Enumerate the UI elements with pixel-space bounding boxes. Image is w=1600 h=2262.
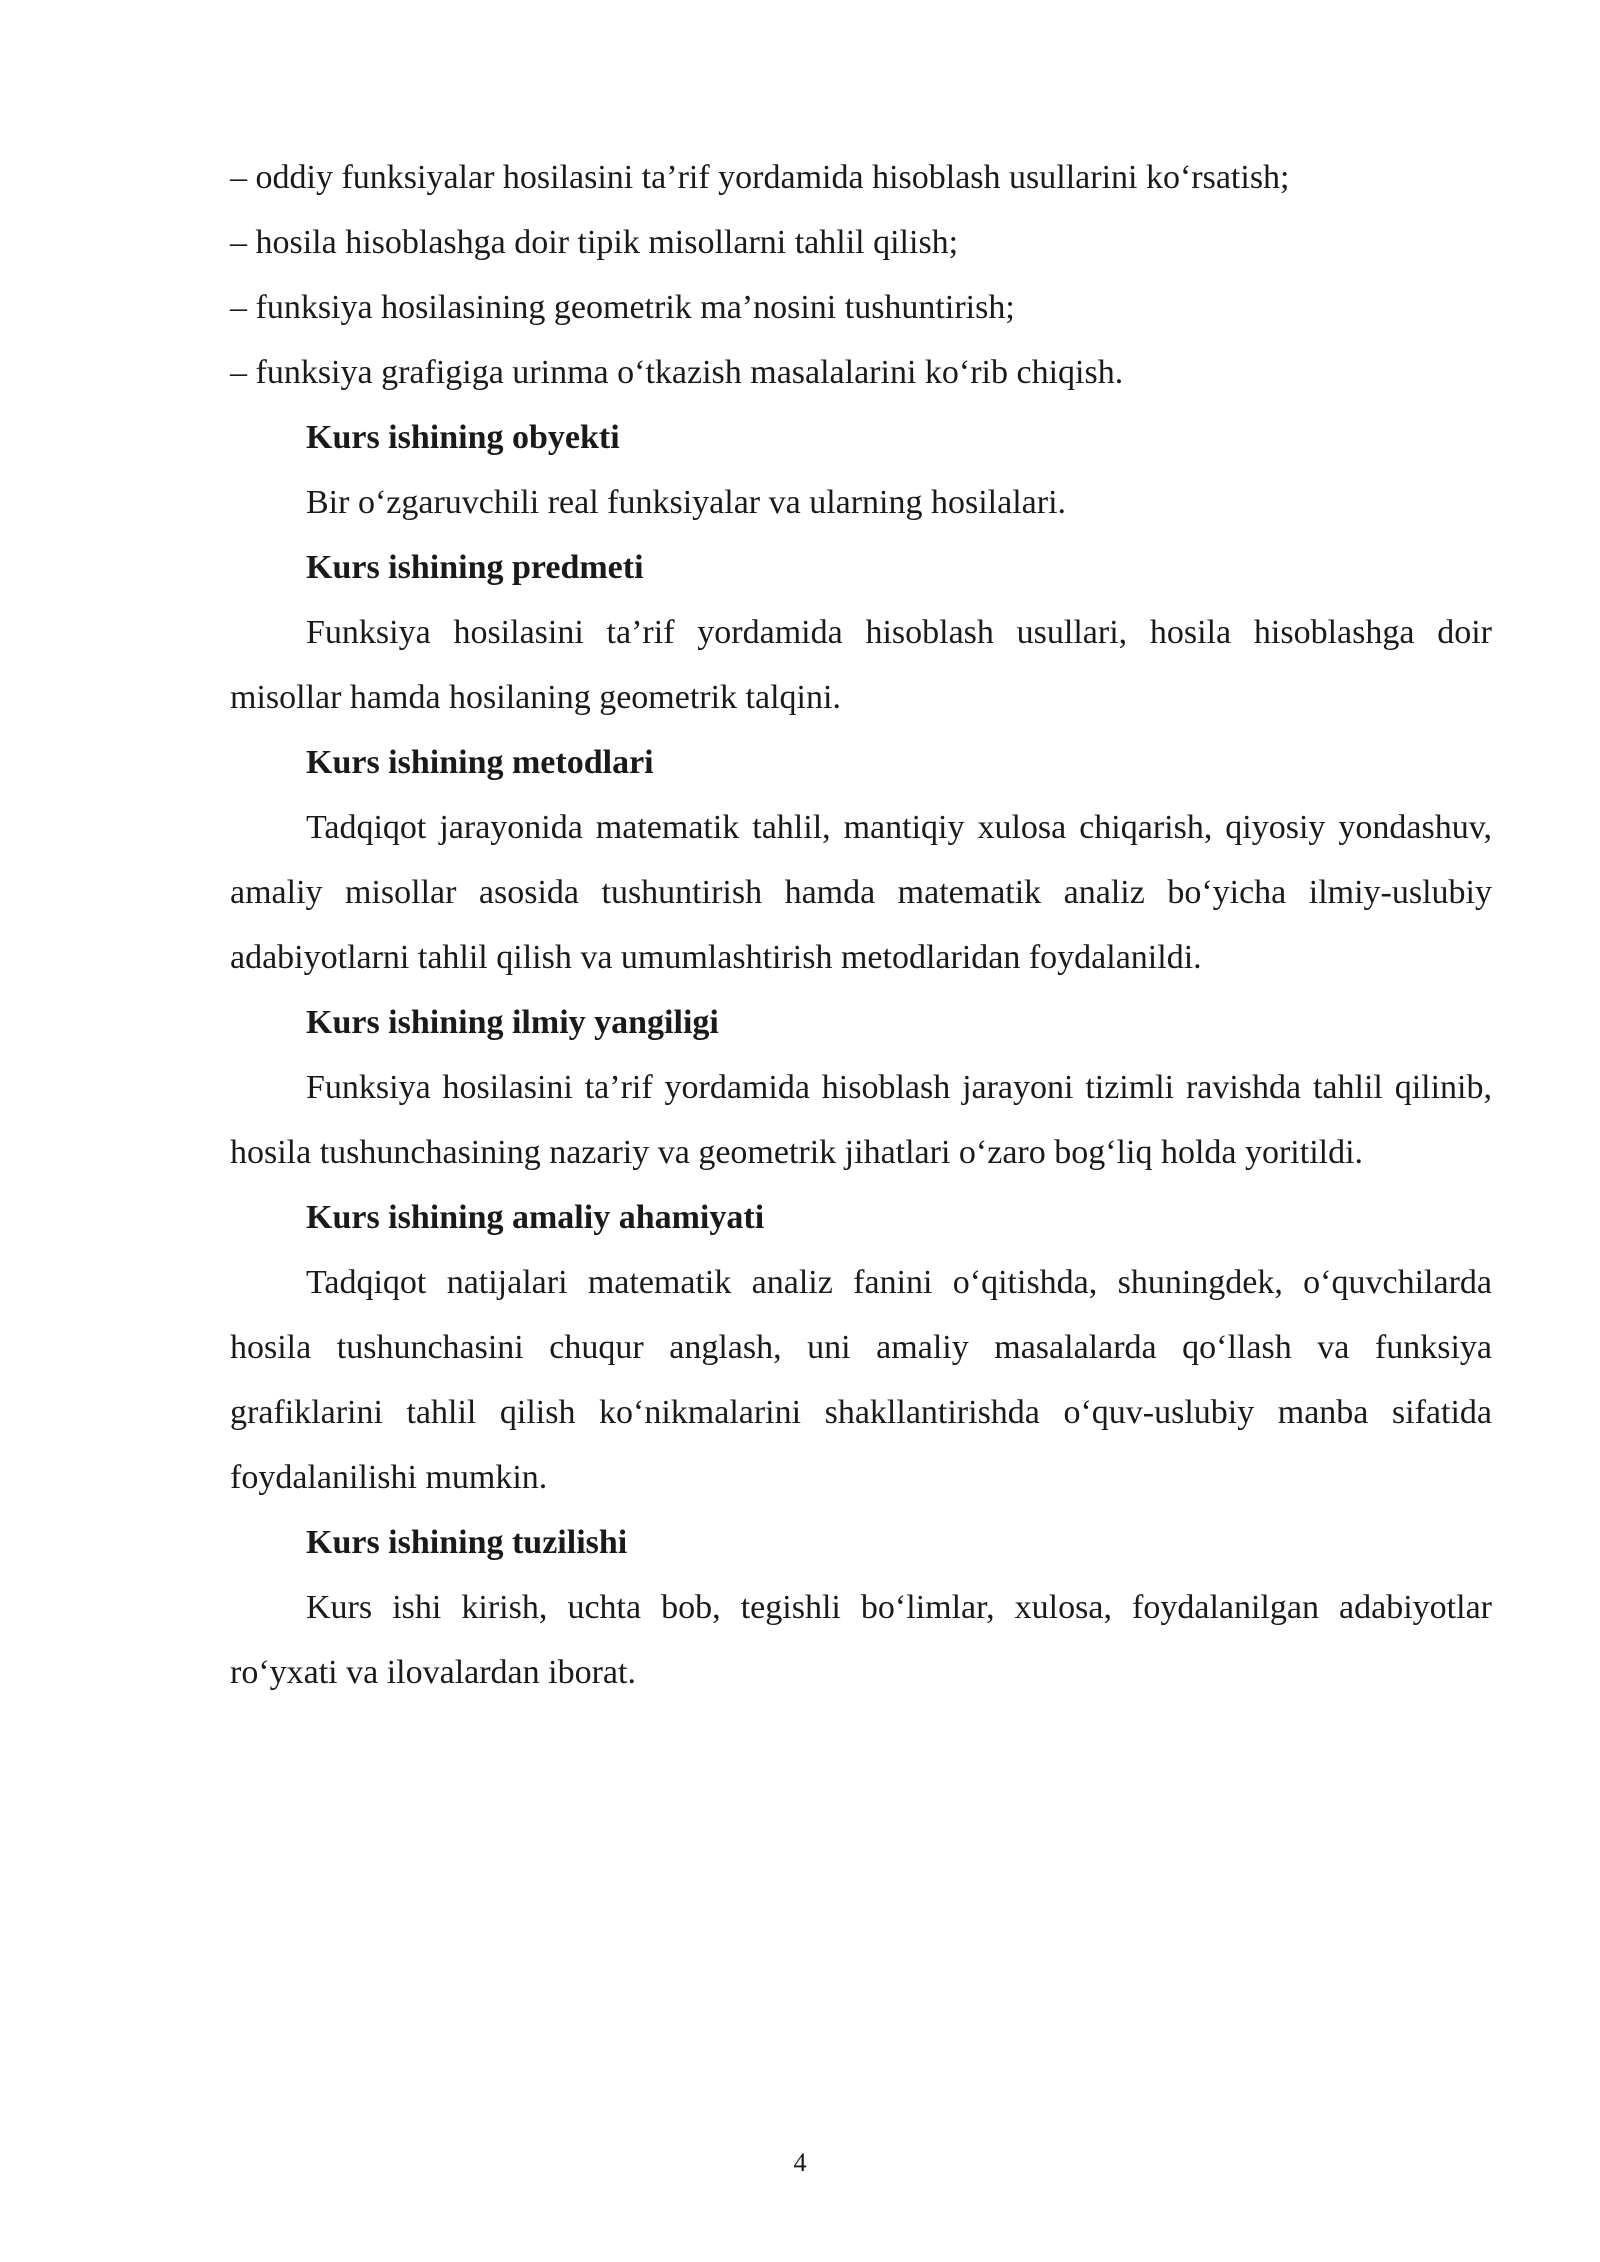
section-heading-obyekti: Kurs ishining obyekti [306, 419, 620, 456]
section-heading-tuzilishi: Kurs ishining tuzilishi [306, 1524, 628, 1561]
section-heading-amaliy-ahamiyati: Kurs ishining amaliy ahamiyati [306, 1199, 765, 1236]
document-page [230, 145, 1492, 1705]
section-text-metodlari: Tadqiqot jarayonida matematik tahlil, mantiqiy xulosa chiqarish, qiyosiy yondashuv, amaliy misollar asosida tushuntirish hamda matematik analiz bo‘yicha ilmiy-uslubiy adabiyotlarni tahlil qilish va umumlashtirish metodlaridan foydalanildi. [230, 809, 1492, 976]
bullet-item: – funksiya grafigiga urinma o‘tkazish masalalarini ko‘rib chiqish. [230, 354, 1124, 391]
section-text-ilmiy-yangiligi: Funksiya hosilasini ta’rif yordamida hisoblash jarayoni tizimli ravishda tahlil qilinib, hosila tushunchasining nazariy va geometrik jihatlari o‘zaro bog‘liq holda yoritildi. [230, 1069, 1492, 1171]
section-heading-metodlari: Kurs ishining metodlari [306, 744, 654, 781]
section-heading-ilmiy-yangiligi: Kurs ishining ilmiy yangiligi [306, 1004, 719, 1041]
bullet-item: – hosila hisoblashga doir tipik misollarni tahlil qilish; [230, 224, 959, 261]
section-text-amaliy-ahamiyati: Tadqiqot natijalari matematik analiz fanini o‘qitishda, shuningdek, o‘quvchilarda hosila tushunchasini chuqur anglash, uni amaliy masalalarda qo‘llash va funksiya grafiklarini tahlil qilish ko‘nikmalarini shakllantirishda o‘quv-uslubiy manba sifatida foydalanilishi mumkin. [230, 1264, 1492, 1496]
section-text-predmeti: Funksiya hosilasini ta’rif yordamida hisoblash usullari, hosila hisoblashga doir misollar hamda hosilaning geometrik talqini. [230, 614, 1492, 716]
bullet-item: – funksiya hosilasining geometrik ma’nosini tushuntirish; [230, 289, 1015, 326]
section-text-obyekti: Bir o‘zgaruvchili real funksiyalar va ularning hosilalari. [306, 484, 1067, 521]
section-text-tuzilishi: Kurs ishi kirish, uchta bob, tegishli bo‘limlar, xulosa, foydalanilgan adabiyotlar ro‘yxati va ilovalardan iborat. [230, 1589, 1492, 1691]
bullet-item: – oddiy funksiyalar hosilasini ta’rif yordamida hisoblash usullarini ko‘rsatish; [230, 159, 1290, 196]
section-heading-predmeti: Kurs ishining predmeti [306, 549, 644, 586]
page-number: 4 [793, 2148, 807, 2177]
